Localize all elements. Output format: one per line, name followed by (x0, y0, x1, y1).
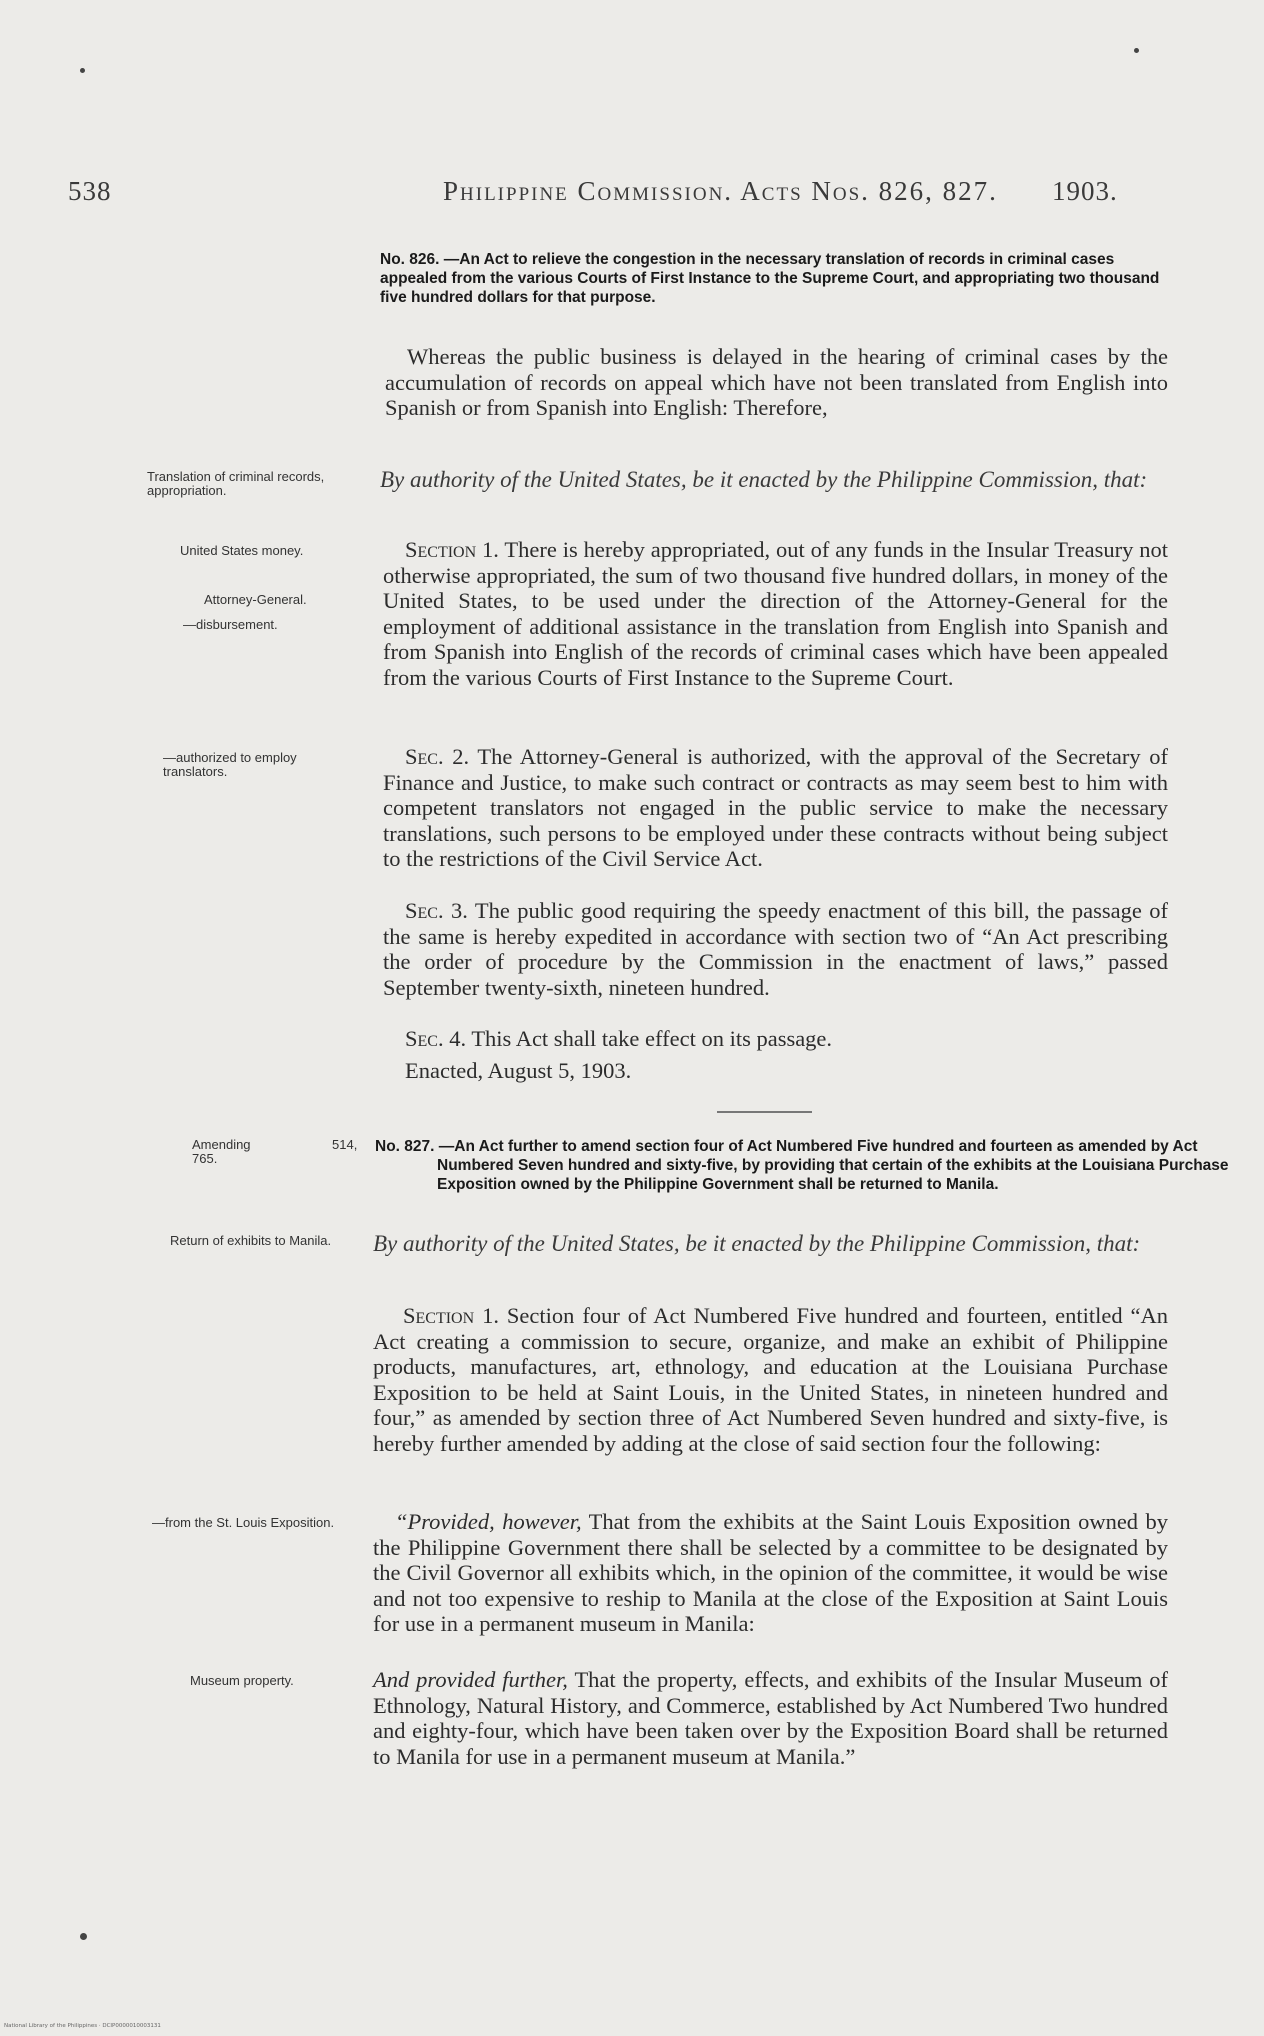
running-title: Philippine Commission. Acts Nos. 826, 827. (443, 176, 998, 206)
sidenote-attorney-general: Attorney-General. (204, 592, 307, 607)
act-826-enacting-clause: By authority of the United States, be it enacted by the Philippine Commission, that: (380, 467, 1148, 492)
sidenote-authorized-translators: —authorized to employ translators. (163, 750, 297, 779)
page-number: 538 (68, 176, 112, 206)
act-827-enacting-clause: By authority of the United States, be it enacted by the Philippine Commission, that: (373, 1231, 1141, 1256)
act-827-number: No. 827. (375, 1138, 435, 1155)
act-826-number: No. 826. (380, 251, 440, 268)
act-826-section-4: Sec. 4. This Act shall take effect on its passage. (405, 1026, 833, 1051)
act-826-title: —An Act to relieve the congestion in the necessary translation of records in criminal cases appealed from the various Courts of First Instance to the Supreme Court, and appropriating two thousand five hundred dollars for that purpose. (380, 251, 1160, 306)
act-827-heading (375, 1137, 1232, 1194)
sidenote-translation: Translation of criminal records, appropriation. (147, 469, 325, 498)
sidenote-amending: Amending 765. (192, 1137, 251, 1166)
act-826-section-2: Sec. 2. The Attorney-General is authorized, with the approval of the Secretary of Finance and Justice, to make such contract or contracts as may seem best to him with competent translators not engaged in the public service to make the necessary translations, such persons to be employed under these contracts without being subject to the restrictions of the Civil Service Act. (383, 744, 1168, 871)
act-826-section-1: Section 1. There is hereby appropriated, out of any funds in the Insular Treasury not otherwise appropriated, the sum of two thousand five hundred dollars, in money of the United States, to be used under the direction of the Attorney-General for the employment of additional assistance in the translation from English into Spanish and from Spanish into English of the records of criminal cases which have been appealed from the various Courts of First Instance to the Supreme Court. (383, 537, 1169, 690)
act-827-proviso-2: And provided further, That the property, effects, and exhibits of the Insular Museum of Ethnology, Natural History, and Commerce, established by Act Numbered Two hundred and eighty-four, which have been taken over by the Exposition Board shall be returned to Manila for use in a permanent museum at Manila.” (373, 1667, 1169, 1769)
scan-footer: National Library of the Philippines · DCIP0000010003131 (4, 2023, 161, 2029)
section-divider (717, 1111, 812, 1113)
act-826-section-3: Sec. 3. The public good requiring the speedy enactment of this bill, the passage of the same is hereby expedited in accordance with section two of “An Act prescribing the order of procedure by the Commission in the enactment of laws,” passed September twenty-sixth, nineteen hundred. (383, 898, 1168, 1000)
sidenote-return-of-exhibits: Return of exhibits to Manila. (170, 1233, 332, 1248)
sidenote-museum-property: Museum property. (190, 1673, 294, 1688)
act-827-title: —An Act further to amend section four of Act Numbered Five hundred and fourteen as amended by Act Numbered Seven hundred and sixty-five, by providing that certain of the exhibits at the Louisiana Purchase Exposition owned by the Philippine Government shall be returned to Manila. (437, 1138, 1229, 1193)
act-826-heading (380, 250, 1170, 307)
act-826-enacted-date: Enacted, August 5, 1903. (405, 1058, 632, 1083)
sidenote-from-st-louis: —from the St. Louis Exposition. (152, 1515, 335, 1530)
sidenote-disbursement: —disbursement. (183, 617, 278, 632)
scan-speck (1134, 48, 1139, 53)
act-827-proviso-1: “Provided, however, That from the exhibits at the Saint Louis Exposition owned by the Philippine Government there shall be selected by a committee to be designated by the Civil Governor all exhibits which, in the opinion of the committee, it would be wise and not too expensive to reship to Manila at the close of the Exposition at Saint Louis for use in a permanent museum in Manila: (373, 1509, 1168, 1636)
scan-speck (80, 1933, 87, 1940)
sidenote-amending-number: 514, (332, 1137, 358, 1152)
scan-speck (80, 68, 85, 73)
act-827-section-1: Section 1. Section four of Act Numbered Five hundred and fourteen, entitled “An Act creating a commission to secure, organize, and make an exhibit of Philippine products, manufactures, art, ethnology, and education at the Louisiana Purchase Exposition to be held at Saint Louis, in the United States, in nineteen hundred and four,” as amended by section three of Act Numbered Seven hundred and sixty-five, is hereby further amended by adding at the close of said section four the following: (373, 1303, 1168, 1456)
sidenote-us-money: United States money. (180, 543, 304, 558)
act-826-preamble: Whereas the public business is delayed in the hearing of criminal cases by the accumulation of records on appeal which have not been translated from English into Spanish or from Spanish into English: Therefore, (385, 344, 1168, 420)
running-year: 1903. (1052, 176, 1118, 206)
